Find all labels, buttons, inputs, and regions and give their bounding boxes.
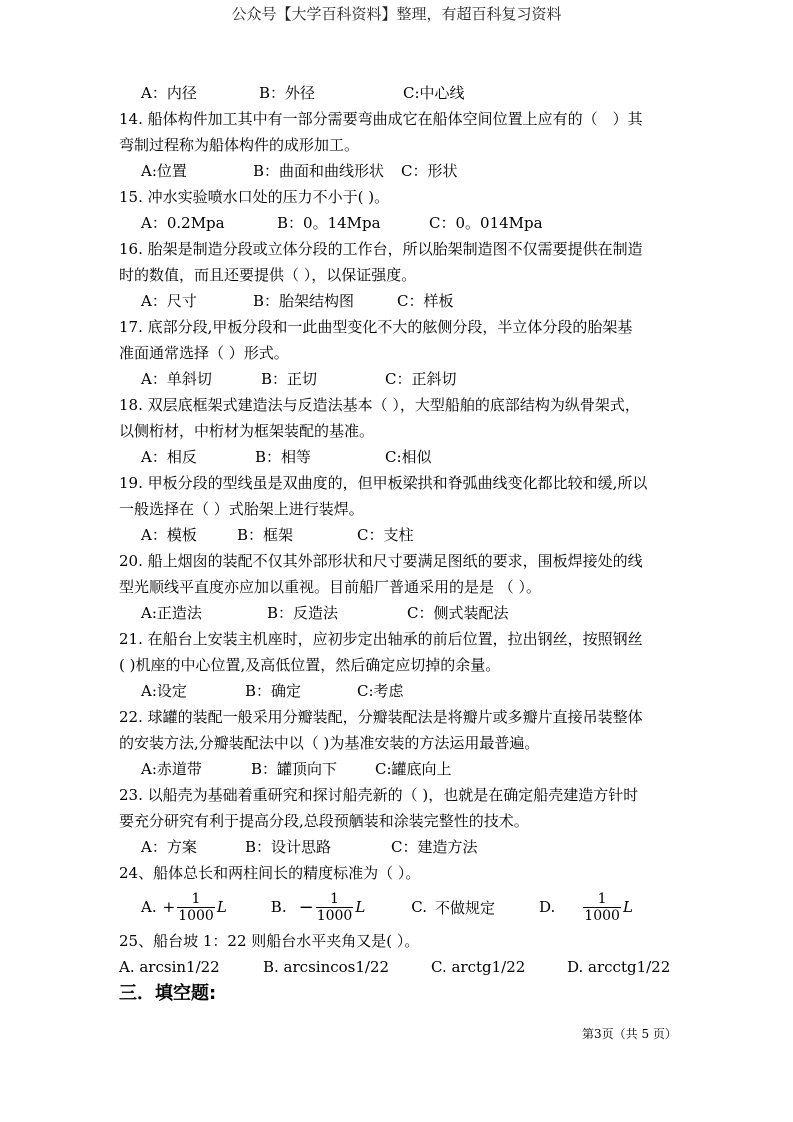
sign: − [298, 896, 314, 918]
option-letter: A. [141, 898, 157, 916]
option: B：设计思路 [245, 838, 332, 856]
option: C:罐底向上 [375, 760, 452, 778]
denominator: 1000 [584, 907, 620, 924]
denominator: 1000 [178, 907, 214, 924]
variable: L [355, 898, 366, 916]
option-24-d [539, 891, 633, 924]
option: C：侧式装配法 [407, 604, 509, 622]
option: A:正造法 [141, 604, 202, 622]
option: C：形状 [401, 162, 458, 180]
option: A：尺寸 [141, 292, 197, 310]
question-line: 以侧桁材，中桁材为框架装配的基准。 [119, 422, 375, 440]
question-line: 18. 双层底框架式建造法与反造法基本（ ），大型船舶的底部结构为纵骨架式， [119, 396, 640, 414]
numerator: 1 [597, 890, 607, 907]
option: A：单斜切 [141, 370, 212, 388]
options-row [119, 522, 679, 548]
options-row [119, 678, 679, 704]
option: A. arcsin1/22 [119, 958, 220, 976]
question-line: 的安装方法,分瓣装配法中以（ )为基准安装的方法运用最普遍。 [119, 734, 540, 752]
option: A:赤道带 [141, 760, 202, 778]
option: B：正切 [261, 370, 318, 388]
questions-block [119, 106, 679, 860]
option: B：0。14Mpa [277, 214, 381, 232]
option: C：正斜切 [385, 370, 457, 388]
sign: + [162, 898, 176, 916]
question-line: 准面通常选择（ ）形式。 [119, 344, 289, 362]
option-text: 不做规定 [435, 898, 496, 917]
question-line: 时的数值，而且还要提供（ ），以保证强度。 [119, 266, 417, 284]
question-line: 型光顺线平直度亦应加以重视。目前船厂普通采用的是是 （ ）。 [119, 578, 542, 596]
question-line: 弯制过程称为船体构件的成形加工。 [119, 136, 360, 154]
options-row [119, 366, 679, 392]
section-title: 三．填空题: [119, 983, 217, 1004]
question-24-options [119, 886, 679, 928]
question-25-options [119, 954, 679, 980]
options-row [119, 756, 679, 782]
question-line: 一般选择在（ ）式胎架上进行装焊。 [119, 500, 364, 518]
option: B：外径 [259, 84, 316, 102]
denominator: 1000 [316, 907, 353, 924]
option: D. arcctg1/22 [567, 958, 671, 976]
option: A:设定 [141, 682, 187, 700]
question-line: 15. 冲水实验喷水口处的压力不小于( )。 [119, 188, 390, 206]
question-line: 23. 以船壳为基础着重研究和探讨船壳新的（ )，也就是在确定船壳建造方针时 [119, 786, 639, 804]
options-row [119, 834, 679, 860]
option: C：样板 [397, 292, 454, 310]
option: A：方案 [141, 838, 197, 856]
option: B：胎架结构图 [253, 292, 355, 310]
option: B：曲面和曲线形状 [253, 162, 385, 180]
option: A：内径 [141, 84, 197, 102]
fraction [177, 891, 215, 924]
option-letter: C. [411, 898, 428, 916]
question-25: 25、船台坡 1：22 则船台水平夹角又是( ）。 [119, 932, 420, 950]
question-24: 24、船体总长和两柱间长的精度标准为（ ）。 [119, 864, 421, 882]
option: B：确定 [245, 682, 302, 700]
option: B：反造法 [267, 604, 339, 622]
numerator: 1 [191, 890, 201, 907]
question-line: 19. 甲板分段的型线虽是双曲度的，但甲板梁拱和脊弧曲线变化都比较和缓,所以 [119, 474, 648, 492]
option-letter: D. [539, 898, 556, 916]
option: C：0。014Mpa [429, 214, 543, 232]
option-24-c [411, 897, 495, 918]
option: A：相反 [141, 448, 197, 466]
option: B：相等 [255, 448, 312, 466]
fraction [316, 891, 354, 924]
option: A:位置 [141, 162, 187, 180]
option-24-a [141, 891, 227, 924]
option: A：0.2Mpa [141, 214, 225, 232]
numerator: 1 [330, 890, 339, 907]
option: B. arcsincos1/22 [263, 958, 390, 976]
question-line: 17. 底部分段,甲板分段和一此曲型变化不大的舷侧分段，半立体分段的胎架基 [119, 318, 633, 336]
question-list [119, 80, 679, 1008]
options-row [119, 444, 679, 470]
question-line: 20. 船上烟囱的装配不仅其外部形状和尺寸要满足图纸的要求，围板焊接处的线 [119, 552, 643, 570]
option: C. arctg1/22 [431, 958, 526, 976]
options-row [119, 158, 679, 184]
option: A：模板 [141, 526, 197, 544]
question-line: 要充分研究有利于提高分段,总段预舾装和涂装完整性的技术。 [119, 812, 529, 830]
option-letter: B. [270, 898, 287, 916]
question-line: 22. 球罐的装配一般采用分瓣装配，分瓣装配法是将瓣片或多瓣片直接吊装整体 [119, 708, 643, 726]
options-row [119, 80, 679, 106]
question-line: 14. 船体构件加工其中有一部分需要弯曲成它在船体空间位置上应有的（ ）其 [119, 110, 643, 128]
option-24-b [271, 891, 366, 924]
question-line: 21. 在船台上安装主机座时，应初步定出轴承的前后位置，拉出钢丝，按照钢丝 [119, 630, 643, 648]
page-header: 公众号【大学百科资料】整理，有超百科复习资料 [231, 5, 562, 23]
option: B：罐顶向下 [251, 760, 338, 778]
fraction [583, 891, 621, 924]
option: C:中心线 [403, 84, 465, 102]
option: C:考虑 [357, 682, 404, 700]
options-row [119, 210, 679, 236]
option: B：框架 [237, 526, 294, 544]
question-line: ( )机座的中心位置,及高低位置，然后确定应切掉的余量。 [119, 656, 501, 674]
option: C:相似 [385, 448, 432, 466]
options-row [119, 600, 679, 626]
variable: L [622, 898, 633, 916]
option: C：支柱 [357, 526, 414, 544]
options-row [119, 288, 679, 314]
question-line: 16. 胎架是制造分段或立体分段的工作台，所以胎架制造图不仅需要提供在制造 [119, 240, 643, 258]
variable: L [216, 898, 227, 916]
option: C：建造方法 [391, 838, 478, 856]
page-footer: 第3页（共 5 页） [582, 1027, 677, 1041]
